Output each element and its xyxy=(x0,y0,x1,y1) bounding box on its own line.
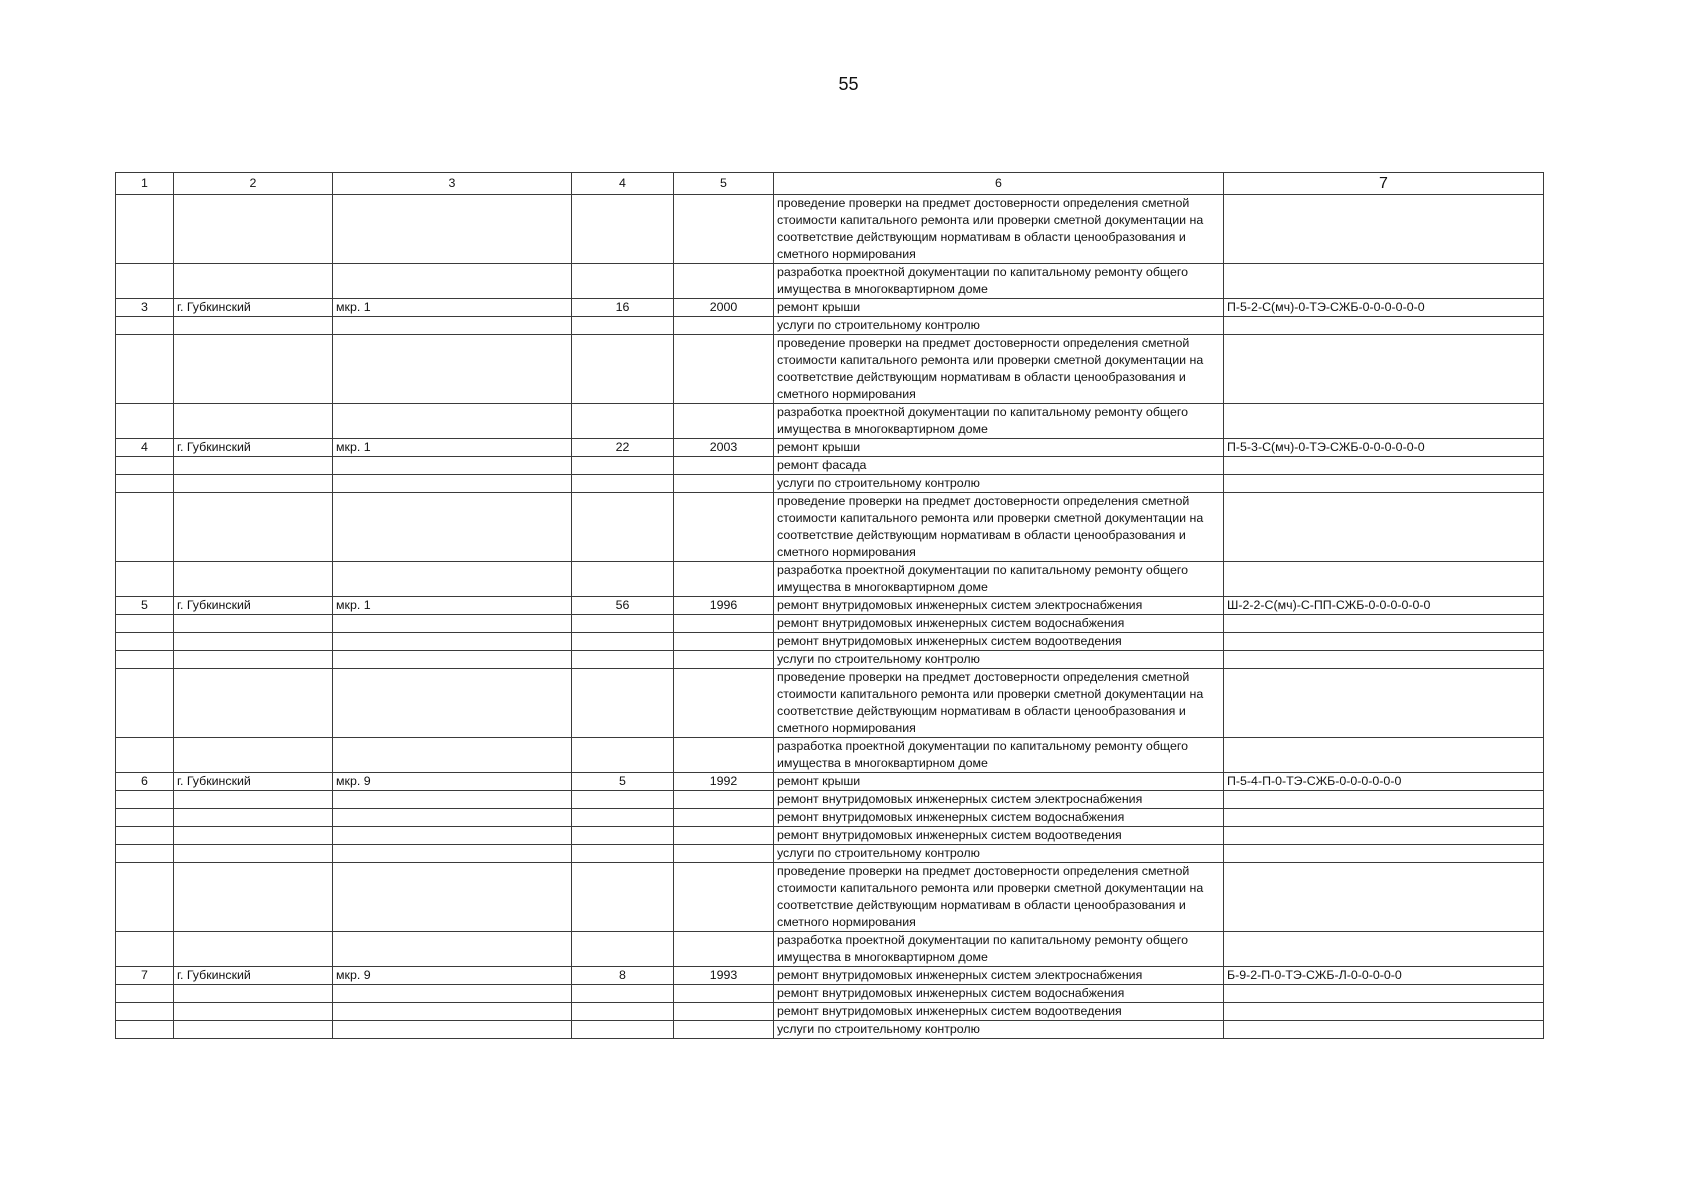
house-number-cell: 56 xyxy=(572,597,674,615)
work-type-cell: ремонт внутридомовых инженерных систем водоотведения xyxy=(774,1003,1224,1021)
district-cell xyxy=(333,1021,572,1039)
building-code-cell xyxy=(1224,809,1544,827)
row-number-cell xyxy=(116,335,174,404)
city-cell: г. Губкинский xyxy=(174,299,333,317)
year-cell: 2000 xyxy=(674,299,774,317)
table-row xyxy=(116,651,1544,669)
year-cell: 2003 xyxy=(674,439,774,457)
work-type-cell: разработка проектной документации по капитальному ремонту общего имущества в многоквартирном доме xyxy=(774,932,1224,967)
table-row xyxy=(116,932,1544,967)
building-code-cell: П-5-2-С(мч)-0-ТЭ-СЖБ-0-0-0-0-0-0 xyxy=(1224,299,1544,317)
year-cell xyxy=(674,863,774,932)
city-cell xyxy=(174,669,333,738)
row-number-cell xyxy=(116,457,174,475)
district-cell: мкр. 1 xyxy=(333,597,572,615)
work-type-cell: разработка проектной документации по капитальному ремонту общего имущества в многоквартирном доме xyxy=(774,264,1224,299)
building-code-cell xyxy=(1224,845,1544,863)
work-type-cell: ремонт крыши xyxy=(774,773,1224,791)
city-cell xyxy=(174,985,333,1003)
district-cell: мкр. 1 xyxy=(333,299,572,317)
row-number-cell xyxy=(116,493,174,562)
district-cell xyxy=(333,457,572,475)
district-cell xyxy=(333,493,572,562)
district-cell xyxy=(333,317,572,335)
building-code-cell xyxy=(1224,791,1544,809)
year-cell xyxy=(674,809,774,827)
city-cell xyxy=(174,475,333,493)
city-cell xyxy=(174,562,333,597)
table-row xyxy=(116,335,1544,404)
house-number-cell xyxy=(572,264,674,299)
row-number-cell xyxy=(116,615,174,633)
year-cell xyxy=(674,932,774,967)
building-code-cell: Ш-2-2-С(мч)-С-ПП-СЖБ-0-0-0-0-0-0 xyxy=(1224,597,1544,615)
house-number-cell: 16 xyxy=(572,299,674,317)
work-type-cell: проведение проверки на предмет достоверности определения сметной стоимости капитального ремонта или проверки сметной документации на соответствие действующим нормативам в области ценообразования и сметного нормирования xyxy=(774,863,1224,932)
house-number-cell xyxy=(572,791,674,809)
building-code-cell xyxy=(1224,985,1544,1003)
table-header-row xyxy=(116,173,1544,195)
building-code-cell xyxy=(1224,317,1544,335)
year-cell xyxy=(674,738,774,773)
year-cell xyxy=(674,562,774,597)
house-number-cell xyxy=(572,651,674,669)
year-cell xyxy=(674,335,774,404)
column-header: 7 xyxy=(1224,173,1544,195)
table-row xyxy=(116,1021,1544,1039)
district-cell xyxy=(333,475,572,493)
year-cell xyxy=(674,845,774,863)
year-cell xyxy=(674,1003,774,1021)
building-code-cell xyxy=(1224,615,1544,633)
table-row xyxy=(116,985,1544,1003)
city-cell xyxy=(174,1003,333,1021)
house-number-cell xyxy=(572,615,674,633)
work-type-cell: разработка проектной документации по капитальному ремонту общего имущества в многоквартирном доме xyxy=(774,562,1224,597)
district-cell xyxy=(333,615,572,633)
year-cell: 1993 xyxy=(674,967,774,985)
building-code-cell: П-5-3-С(мч)-0-ТЭ-СЖБ-0-0-0-0-0-0 xyxy=(1224,439,1544,457)
building-code-cell: П-5-4-П-0-ТЭ-СЖБ-0-0-0-0-0-0 xyxy=(1224,773,1544,791)
table-row xyxy=(116,773,1544,791)
city-cell xyxy=(174,404,333,439)
row-number-cell xyxy=(116,932,174,967)
row-number-cell xyxy=(116,651,174,669)
city-cell xyxy=(174,651,333,669)
row-number-cell: 7 xyxy=(116,967,174,985)
work-type-cell: проведение проверки на предмет достоверности определения сметной стоимости капитального ремонта или проверки сметной документации на соответствие действующим нормативам в области ценообразования и сметного нормирования xyxy=(774,493,1224,562)
table-row xyxy=(116,562,1544,597)
row-number-cell xyxy=(116,1021,174,1039)
row-number-cell: 4 xyxy=(116,439,174,457)
row-number-cell xyxy=(116,809,174,827)
building-code-cell xyxy=(1224,404,1544,439)
house-number-cell xyxy=(572,738,674,773)
year-cell xyxy=(674,457,774,475)
district-cell xyxy=(333,1003,572,1021)
row-number-cell xyxy=(116,1003,174,1021)
city-cell xyxy=(174,863,333,932)
row-number-cell xyxy=(116,195,174,264)
city-cell xyxy=(174,493,333,562)
table-row xyxy=(116,457,1544,475)
district-cell xyxy=(333,404,572,439)
row-number-cell xyxy=(116,264,174,299)
row-number-cell xyxy=(116,985,174,1003)
city-cell xyxy=(174,633,333,651)
district-cell xyxy=(333,845,572,863)
building-code-cell xyxy=(1224,827,1544,845)
house-number-cell xyxy=(572,562,674,597)
column-header: 5 xyxy=(674,173,774,195)
row-number-cell xyxy=(116,404,174,439)
building-code-cell: Б-9-2-П-0-ТЭ-СЖБ-Л-0-0-0-0-0 xyxy=(1224,967,1544,985)
house-number-cell xyxy=(572,827,674,845)
work-type-cell: ремонт внутридомовых инженерных систем водоснабжения xyxy=(774,615,1224,633)
building-code-cell xyxy=(1224,493,1544,562)
row-number-cell xyxy=(116,562,174,597)
building-code-cell xyxy=(1224,475,1544,493)
row-number-cell xyxy=(116,738,174,773)
city-cell xyxy=(174,615,333,633)
building-code-cell xyxy=(1224,932,1544,967)
year-cell xyxy=(674,615,774,633)
work-type-cell: ремонт внутридомовых инженерных систем водоснабжения xyxy=(774,809,1224,827)
work-type-cell: проведение проверки на предмет достоверности определения сметной стоимости капитального ремонта или проверки сметной документации на соответствие действующим нормативам в области ценообразования и сметного нормирования xyxy=(774,669,1224,738)
city-cell xyxy=(174,809,333,827)
work-type-cell: ремонт внутридомовых инженерных систем водоотведения xyxy=(774,633,1224,651)
table-row xyxy=(116,493,1544,562)
house-number-cell xyxy=(572,669,674,738)
row-number-cell: 3 xyxy=(116,299,174,317)
district-cell xyxy=(333,985,572,1003)
district-cell xyxy=(333,264,572,299)
city-cell xyxy=(174,791,333,809)
district-cell: мкр. 9 xyxy=(333,967,572,985)
city-cell xyxy=(174,195,333,264)
table-row xyxy=(116,791,1544,809)
column-header: 1 xyxy=(116,173,174,195)
housing-repair-table xyxy=(115,172,1544,1039)
city-cell xyxy=(174,335,333,404)
house-number-cell xyxy=(572,985,674,1003)
year-cell xyxy=(674,317,774,335)
house-number-cell xyxy=(572,404,674,439)
work-type-cell: услуги по строительному контролю xyxy=(774,845,1224,863)
work-type-cell: услуги по строительному контролю xyxy=(774,651,1224,669)
year-cell: 1992 xyxy=(674,773,774,791)
city-cell xyxy=(174,827,333,845)
work-type-cell: услуги по строительному контролю xyxy=(774,475,1224,493)
house-number-cell xyxy=(572,195,674,264)
row-number-cell xyxy=(116,791,174,809)
table-row xyxy=(116,738,1544,773)
district-cell xyxy=(333,809,572,827)
district-cell xyxy=(333,562,572,597)
table-row xyxy=(116,827,1544,845)
district-cell xyxy=(333,791,572,809)
building-code-cell xyxy=(1224,1021,1544,1039)
district-cell xyxy=(333,651,572,669)
row-number-cell xyxy=(116,845,174,863)
house-number-cell xyxy=(572,1021,674,1039)
column-header: 3 xyxy=(333,173,572,195)
table-row xyxy=(116,439,1544,457)
district-cell xyxy=(333,863,572,932)
building-code-cell xyxy=(1224,669,1544,738)
work-type-cell: ремонт внутридомовых инженерных систем электроснабжения xyxy=(774,597,1224,615)
table-row xyxy=(116,669,1544,738)
city-cell: г. Губкинский xyxy=(174,439,333,457)
house-number-cell xyxy=(572,633,674,651)
year-cell xyxy=(674,475,774,493)
work-type-cell: ремонт фасада xyxy=(774,457,1224,475)
year-cell: 1996 xyxy=(674,597,774,615)
work-type-cell: проведение проверки на предмет достоверности определения сметной стоимости капитального ремонта или проверки сметной документации на соответствие действующим нормативам в области ценообразования и сметного нормирования xyxy=(774,195,1224,264)
table-row xyxy=(116,845,1544,863)
house-number-cell xyxy=(572,845,674,863)
house-number-cell xyxy=(572,457,674,475)
table-row xyxy=(116,615,1544,633)
house-number-cell: 5 xyxy=(572,773,674,791)
house-number-cell xyxy=(572,317,674,335)
table-row xyxy=(116,863,1544,932)
year-cell xyxy=(674,264,774,299)
year-cell xyxy=(674,669,774,738)
year-cell xyxy=(674,493,774,562)
table-row xyxy=(116,633,1544,651)
building-code-cell xyxy=(1224,863,1544,932)
row-number-cell: 5 xyxy=(116,597,174,615)
house-number-cell xyxy=(572,932,674,967)
work-type-cell: ремонт крыши xyxy=(774,439,1224,457)
city-cell xyxy=(174,738,333,773)
district-cell xyxy=(333,932,572,967)
row-number-cell xyxy=(116,827,174,845)
work-type-cell: ремонт внутридомовых инженерных систем электроснабжения xyxy=(774,791,1224,809)
district-cell xyxy=(333,335,572,404)
house-number-cell: 8 xyxy=(572,967,674,985)
building-code-cell xyxy=(1224,738,1544,773)
table-row xyxy=(116,317,1544,335)
district-cell xyxy=(333,827,572,845)
city-cell xyxy=(174,457,333,475)
table-row xyxy=(116,299,1544,317)
table-row xyxy=(116,404,1544,439)
building-code-cell xyxy=(1224,633,1544,651)
row-number-cell xyxy=(116,317,174,335)
column-header: 6 xyxy=(774,173,1224,195)
house-number-cell xyxy=(572,335,674,404)
year-cell xyxy=(674,651,774,669)
table-row xyxy=(116,475,1544,493)
building-code-cell xyxy=(1224,651,1544,669)
district-cell: мкр. 9 xyxy=(333,773,572,791)
work-type-cell: разработка проектной документации по капитальному ремонту общего имущества в многоквартирном доме xyxy=(774,404,1224,439)
building-code-cell xyxy=(1224,562,1544,597)
building-code-cell xyxy=(1224,264,1544,299)
building-code-cell xyxy=(1224,1003,1544,1021)
work-type-cell: разработка проектной документации по капитальному ремонту общего имущества в многоквартирном доме xyxy=(774,738,1224,773)
house-number-cell xyxy=(572,493,674,562)
district-cell xyxy=(333,633,572,651)
house-number-cell xyxy=(572,809,674,827)
year-cell xyxy=(674,404,774,439)
city-cell xyxy=(174,845,333,863)
district-cell xyxy=(333,669,572,738)
work-type-cell: ремонт крыши xyxy=(774,299,1224,317)
city-cell: г. Губкинский xyxy=(174,773,333,791)
row-number-cell xyxy=(116,633,174,651)
work-type-cell: ремонт внутридомовых инженерных систем водоснабжения xyxy=(774,985,1224,1003)
work-type-cell: ремонт внутридомовых инженерных систем электроснабжения xyxy=(774,967,1224,985)
city-cell: г. Губкинский xyxy=(174,967,333,985)
work-type-cell: услуги по строительному контролю xyxy=(774,317,1224,335)
house-number-cell: 22 xyxy=(572,439,674,457)
house-number-cell xyxy=(572,863,674,932)
table-row xyxy=(116,967,1544,985)
year-cell xyxy=(674,791,774,809)
year-cell xyxy=(674,195,774,264)
row-number-cell xyxy=(116,863,174,932)
building-code-cell xyxy=(1224,335,1544,404)
building-code-cell xyxy=(1224,195,1544,264)
table-row xyxy=(116,195,1544,264)
table-row xyxy=(116,597,1544,615)
page-number: 55 xyxy=(838,74,859,94)
city-cell xyxy=(174,932,333,967)
city-cell xyxy=(174,317,333,335)
work-type-cell: услуги по строительному контролю xyxy=(774,1021,1224,1039)
column-header: 4 xyxy=(572,173,674,195)
row-number-cell xyxy=(116,475,174,493)
row-number-cell xyxy=(116,669,174,738)
city-cell xyxy=(174,264,333,299)
house-number-cell xyxy=(572,475,674,493)
table-row xyxy=(116,264,1544,299)
house-number-cell xyxy=(572,1003,674,1021)
city-cell xyxy=(174,1021,333,1039)
year-cell xyxy=(674,633,774,651)
work-type-cell: проведение проверки на предмет достоверности определения сметной стоимости капитального ремонта или проверки сметной документации на соответствие действующим нормативам в области ценообразования и сметного нормирования xyxy=(774,335,1224,404)
work-type-cell: ремонт внутридомовых инженерных систем водоотведения xyxy=(774,827,1224,845)
year-cell xyxy=(674,985,774,1003)
city-cell: г. Губкинский xyxy=(174,597,333,615)
year-cell xyxy=(674,1021,774,1039)
district-cell xyxy=(333,738,572,773)
district-cell xyxy=(333,195,572,264)
table-row xyxy=(116,809,1544,827)
column-header: 2 xyxy=(174,173,333,195)
building-code-cell xyxy=(1224,457,1544,475)
row-number-cell: 6 xyxy=(116,773,174,791)
year-cell xyxy=(674,827,774,845)
table-row xyxy=(116,1003,1544,1021)
district-cell: мкр. 1 xyxy=(333,439,572,457)
